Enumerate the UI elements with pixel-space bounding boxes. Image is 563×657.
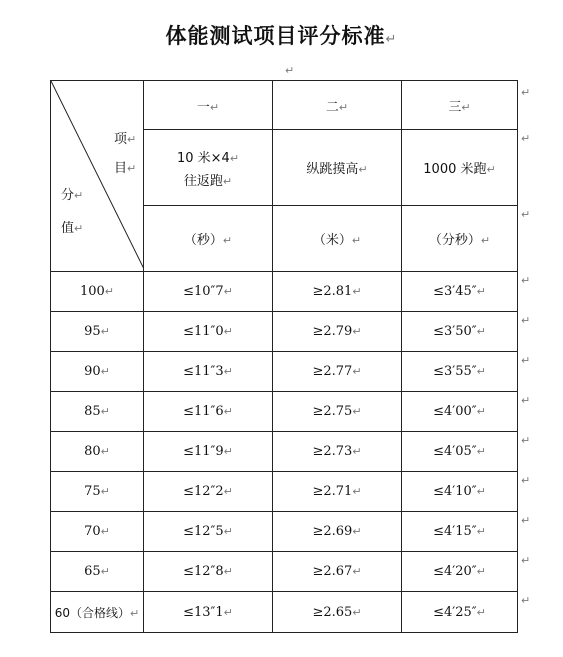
value-cell-1000m-run: ≤3′55″↵ — [402, 352, 518, 392]
table-row — [51, 432, 518, 472]
value-cell-vertical-jump: ≥2.65↵ — [273, 592, 402, 633]
corner-item-label-2: 目↵ — [114, 161, 137, 176]
corner-score-label-1: 分↵ — [61, 188, 84, 203]
value-cell-shuttle-run: ≤11″6↵ — [144, 392, 273, 432]
value-cell-vertical-jump: ≥2.79↵ — [273, 312, 402, 352]
value-cell-vertical-jump: ≥2.71↵ — [273, 472, 402, 512]
paragraph-mark-icon: ↵ — [521, 86, 531, 99]
column-name-3: 1000 米跑↵ — [402, 130, 518, 206]
paragraph-mark-icon: ↵ — [521, 554, 531, 567]
value-cell-1000m-run: ≤3′50″↵ — [402, 312, 518, 352]
table-row — [51, 592, 518, 633]
table-row — [51, 272, 518, 312]
value-cell-1000m-run: ≤4′05″↵ — [402, 432, 518, 472]
score-cell: 75↵ — [51, 472, 144, 512]
paragraph-mark-icon: ↵ — [521, 314, 531, 327]
document-title-text: 体能测试项目评分标准 — [165, 24, 386, 48]
header-row-number — [51, 81, 518, 130]
paragraph-mark-icon: ↵ — [521, 394, 531, 407]
table-row — [51, 552, 518, 592]
score-cell: 85↵ — [51, 392, 144, 432]
paragraph-mark-icon: ↵ — [521, 514, 531, 527]
score-cell: 90↵ — [51, 352, 144, 392]
table-row — [51, 472, 518, 512]
value-cell-shuttle-run: ≤11″9↵ — [144, 432, 273, 472]
value-cell-vertical-jump: ≥2.81↵ — [273, 272, 402, 312]
table-row — [51, 312, 518, 352]
value-cell-vertical-jump: ≥2.69↵ — [273, 512, 402, 552]
value-cell-1000m-run: ≤4′25″↵ — [402, 592, 518, 633]
paragraph-mark-icon: ↵ — [385, 32, 398, 47]
value-cell-vertical-jump: ≥2.73↵ — [273, 432, 402, 472]
diagonal-corner-cell — [51, 81, 144, 272]
value-cell-shuttle-run: ≤10″7↵ — [144, 272, 273, 312]
document-title — [0, 20, 563, 50]
score-cell: 80↵ — [51, 432, 144, 472]
score-cell: 70↵ — [51, 512, 144, 552]
value-cell-shuttle-run: ≤13″1↵ — [144, 592, 273, 633]
score-cell: 95↵ — [51, 312, 144, 352]
value-cell-shuttle-run: ≤11″3↵ — [144, 352, 273, 392]
column-unit-1: （秒）↵ — [144, 206, 273, 272]
corner-score-label-2: 值↵ — [61, 221, 84, 236]
paragraph-mark-icon: ↵ — [521, 594, 531, 607]
score-table — [50, 80, 518, 633]
paragraph-mark-icon: ↵ — [521, 354, 531, 367]
table-row — [51, 512, 518, 552]
table-row — [51, 352, 518, 392]
score-cell: 100↵ — [51, 272, 144, 312]
column-number-3: 三↵ — [402, 81, 518, 130]
paragraph-mark-icon: ↵ — [521, 132, 531, 145]
column-unit-2: （米）↵ — [273, 206, 402, 272]
value-cell-shuttle-run: ≤11″0↵ — [144, 312, 273, 352]
paragraph-mark-icon: ↵ — [521, 208, 531, 221]
column-unit-3: （分秒）↵ — [402, 206, 518, 272]
value-cell-1000m-run: ≤4′10″↵ — [402, 472, 518, 512]
paragraph-mark-icon: ↵ — [521, 274, 531, 287]
value-cell-1000m-run: ≤4′00″↵ — [402, 392, 518, 432]
score-cell: 65↵ — [51, 552, 144, 592]
value-cell-vertical-jump: ≥2.77↵ — [273, 352, 402, 392]
paragraph-mark-icon: ↵ — [521, 434, 531, 447]
value-cell-1000m-run: ≤4′20″↵ — [402, 552, 518, 592]
table-row — [51, 392, 518, 432]
column-number-1: 一↵ — [144, 81, 273, 130]
value-cell-shuttle-run: ≤12″8↵ — [144, 552, 273, 592]
paragraph-mark-icon: ↵ — [521, 474, 531, 487]
column-name-1: 10 米×4↵ 往返跑↵ — [144, 130, 273, 206]
column-number-2: 二↵ — [273, 81, 402, 130]
column-name-2: 纵跳摸高↵ — [273, 130, 402, 206]
corner-item-label-1: 项↵ — [114, 132, 137, 147]
value-cell-vertical-jump: ≥2.75↵ — [273, 392, 402, 432]
value-cell-1000m-run: ≤3′45″↵ — [402, 272, 518, 312]
value-cell-shuttle-run: ≤12″5↵ — [144, 512, 273, 552]
paragraph-mark-icon: ↵ — [285, 64, 295, 77]
value-cell-1000m-run: ≤4′15″↵ — [402, 512, 518, 552]
value-cell-shuttle-run: ≤12″2↵ — [144, 472, 273, 512]
score-cell: 60（合格线）↵ — [51, 592, 144, 633]
value-cell-vertical-jump: ≥2.67↵ — [273, 552, 402, 592]
